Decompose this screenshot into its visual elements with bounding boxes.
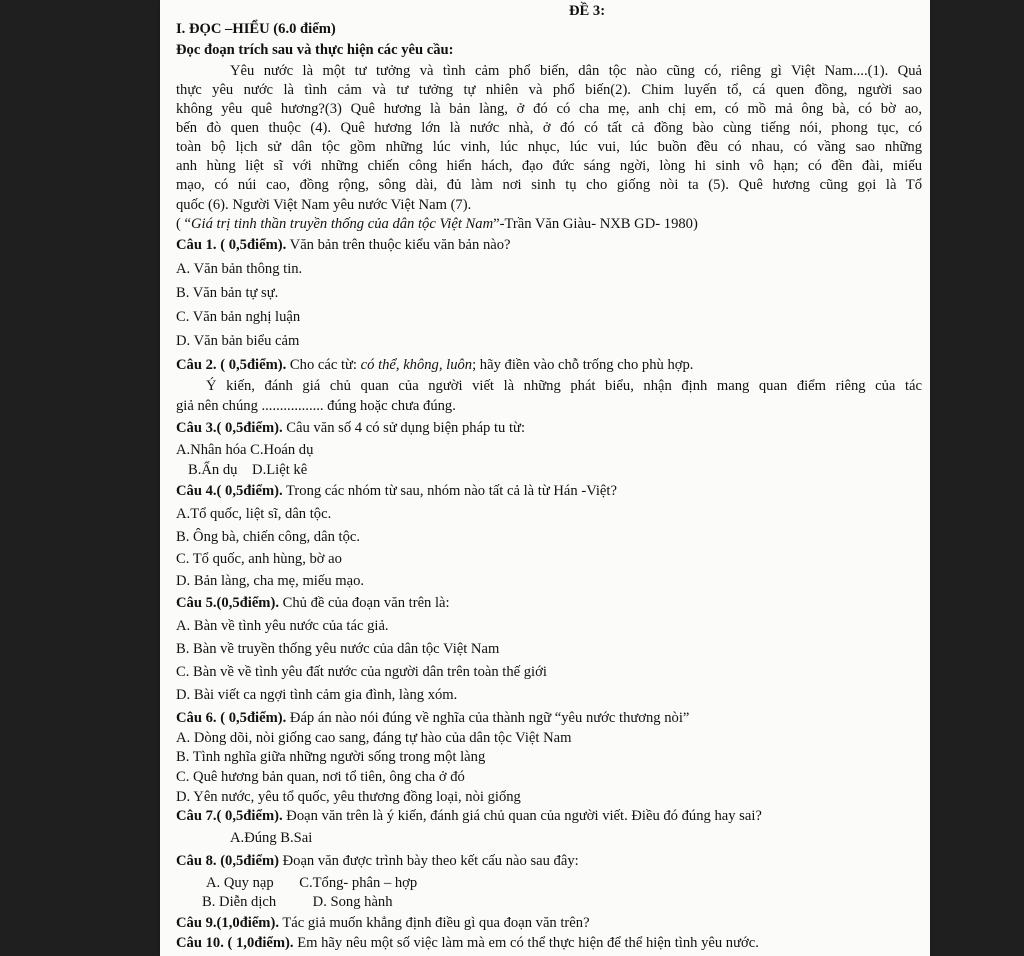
- question-10: Câu 10. ( 1,0điểm). Em hãy nêu một số việc làm mà em có thể thực hiện để thể hiện tình yêu nước.: [176, 935, 759, 951]
- q8-options-row-2: B. Diễn dịch D. Song hành: [202, 894, 393, 910]
- q1-option-d: D. Văn bản biểu cảm: [176, 333, 300, 349]
- instruction: Đọc đoạn trích sau và thực hiện các yêu cầu:: [176, 42, 454, 58]
- q4-option-a: A.Tổ quốc, liệt sĩ, dân tộc.: [176, 506, 332, 522]
- exam-number: ĐỀ 3:: [569, 3, 606, 19]
- passage-line: mạo, có núi cao, đồng rộng, sông dài, đủ làm nơi sinh tụ cho giống nòi ta (5). Quê hương cũng gọi là Tổ: [176, 177, 922, 193]
- q4-option-b: B. Ông bà, chiến công, dân tộc.: [176, 529, 360, 545]
- q5-option-a: A. Bàn về tình yêu nước của tác giả.: [176, 618, 389, 634]
- q5-option-d: D. Bài viết ca ngợi tình cảm gia đình, làng xóm.: [176, 687, 458, 703]
- source-citation: ( “Giá trị tinh thần truyền thống của dân tộc Việt Nam”-Trần Văn Giàu- NXB GD- 1980): [176, 216, 698, 232]
- q1-option-b: B. Văn bản tự sự.: [176, 285, 279, 301]
- source-title: Giá trị tinh thần truyền thống của dân tộc Việt Nam: [191, 216, 494, 232]
- passage-line: thực yêu nước là tình cảm và tư tưởng tự nhiên và phổ biến(2). Chim luyến tổ, cá quen đồng, người sao: [176, 82, 922, 98]
- q1-option-a: A. Văn bản thông tin.: [176, 261, 303, 277]
- question-4: Câu 4.( 0,5điểm). Trong các nhóm từ sau, nhóm nào tất cả là từ Hán -Việt?: [176, 483, 617, 499]
- question-3: Câu 3.( 0,5điểm). Câu văn số 4 có sử dụng biện pháp tu từ:: [176, 420, 526, 436]
- passage-line: toàn bộ lịch sử dân tộc gồm những lúc vinh, lúc nhục, lúc vui, lúc buồn đều có nhau, có vầng sao những: [176, 139, 922, 155]
- q5-option-b: B. Bàn về truyền thống yêu nước của dân tộc Việt Nam: [176, 641, 500, 657]
- passage-line: anh hùng liệt sĩ với những chiến công hiển hách, đạo đức sáng ngời, lòng hi sinh vô hạn; có đền đài, miếu: [176, 158, 922, 174]
- q6-option-d: D. Yên nước, yêu tổ quốc, yêu thương đồng loại, nòi giống: [176, 789, 521, 805]
- question-2: Câu 2. ( 0,5điểm). Cho các từ: có thể, không, luôn; hãy điền vào chỗ trống cho phù hợp.: [176, 357, 694, 373]
- q5-option-c: C. Bàn về về tình yêu đất nước của người dân trên toàn thế giới: [176, 664, 547, 680]
- passage-line: không yêu quê hương?(3) Quê hương là bản làng, ở đó có cha mẹ, anh chị em, có mồ mả ông bà, có bờ ao,: [176, 101, 922, 117]
- q1-option-c: C. Văn bản nghị luận: [176, 309, 301, 325]
- q2-words: có thể, không, luôn: [360, 357, 473, 373]
- q6-option-a: A. Dòng dõi, nòi giống cao sang, đáng tự hào của dân tộc Việt Nam: [176, 730, 572, 746]
- section-title: I. ĐỌC –HIỂU (6.0 điểm): [176, 21, 336, 37]
- q7-options: A.Đúng B.Sai: [230, 830, 313, 846]
- question-5: Câu 5.(0,5điểm). Chủ đề của đoạn văn trên là:: [176, 595, 450, 611]
- passage-line: Yêu nước là một tư tưởng và tình cảm phổ biến, dân tộc nào cũng có, riêng gì Việt Nam....(1). Quả: [230, 63, 922, 79]
- q2-sentence: Ý kiến, đánh giá chủ quan của người viết là những phát biểu, nhận định mang quan điểm riêng của tác: [206, 378, 922, 394]
- question-8: Câu 8. (0,5điểm) Đoạn văn được trình bày theo kết cấu nào sau đây:: [176, 853, 579, 869]
- question-6: Câu 6. ( 0,5điểm). Đáp án nào nói đúng về nghĩa của thành ngữ “yêu nước thương nòi”: [176, 710, 690, 726]
- q3-options-row-1: A.Nhân hóa C.Hoán dụ: [176, 442, 314, 458]
- question-9: Câu 9.(1,0điểm). Tác giả muốn khẳng định điều gì qua đoạn văn trên?: [176, 915, 590, 931]
- q4-option-c: C. Tổ quốc, anh hùng, bờ ao: [176, 551, 342, 567]
- q6-option-c: C. Quê hương bản quan, nơi tổ tiên, ông cha ở đó: [176, 769, 465, 785]
- passage-line: bến đò quen thuộc (4). Quê hương lớn là nước nhà, ở đó có tất cả đồng bào cùng tiếng nói, phong tục, có: [176, 120, 922, 136]
- q8-options-row-1: A. Quy nạp C.Tổng- phân – hợp: [206, 875, 418, 891]
- passage-line: quốc (6). Người Việt Nam yêu nước Việt Nam (7).: [176, 197, 472, 213]
- q3-options-row-2: B.Ẩn dụ D.Liệt kê: [188, 462, 308, 478]
- exam-page: [160, 0, 930, 956]
- question-1: Câu 1. ( 0,5điểm). Văn bản trên thuộc kiểu văn bản nào?: [176, 237, 511, 253]
- q2-sentence-blank: giả nên chúng ................. đúng hoặc chưa đúng.: [176, 398, 456, 414]
- question-7: Câu 7.( 0,5điểm). Đoạn văn trên là ý kiến, đánh giá chủ quan của người viết. Điều đó đúng hay sai?: [176, 808, 762, 824]
- q6-option-b: B. Tình nghĩa giữa những người sống trong một làng: [176, 749, 486, 765]
- q4-option-d: D. Bản làng, cha mẹ, miếu mạo.: [176, 573, 365, 589]
